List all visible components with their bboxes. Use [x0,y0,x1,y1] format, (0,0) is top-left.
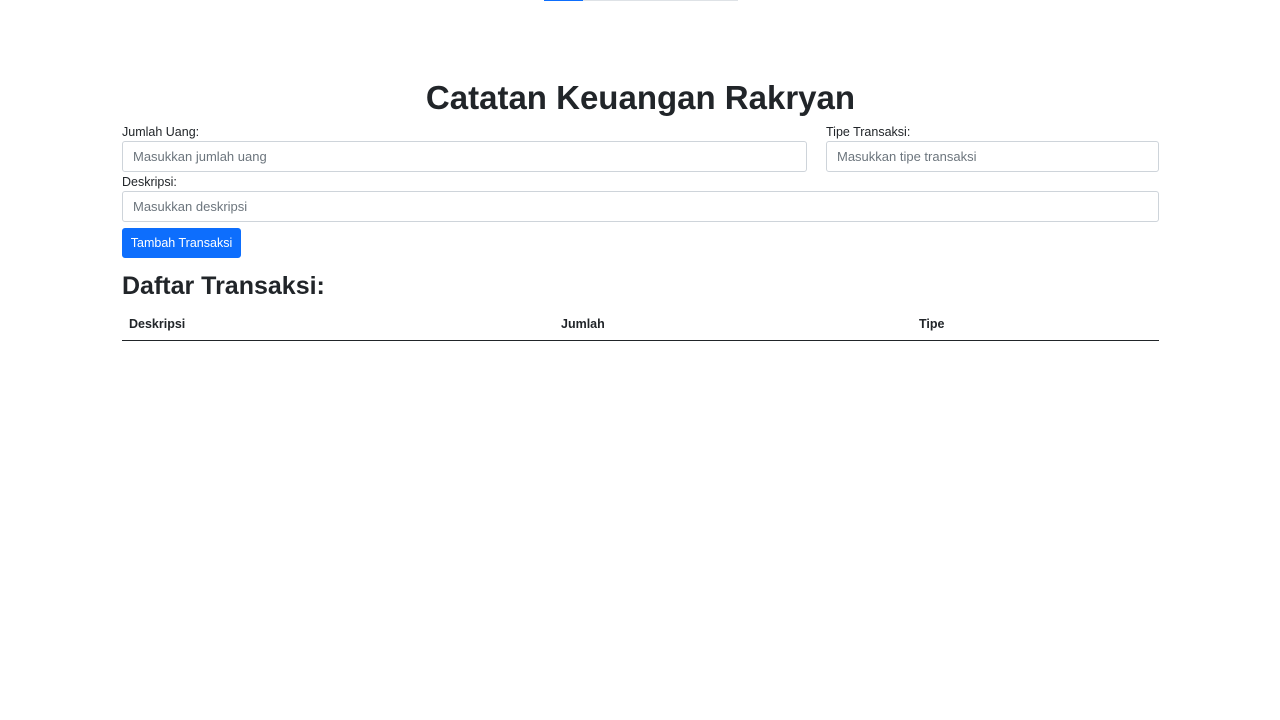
top-scroll-indicator [544,0,738,1]
description-label: Deskripsi: [122,175,177,189]
add-transaction-button[interactable]: Tambah Transaksi [122,228,241,258]
top-scroll-indicator-active [544,0,583,1]
column-header-type: Tipe [912,311,1159,340]
page-title: Catatan Keuangan Rakryan [425,79,856,116]
type-label: Tipe Transaksi: [826,125,911,139]
column-header-description: Deskripsi [122,311,554,340]
column-header-amount: Jumlah [554,311,912,340]
transaction-list-title: Daftar Transaksi: [122,272,325,300]
amount-input[interactable] [122,141,807,172]
type-input[interactable] [826,141,1159,172]
table-header-row [122,311,1159,340]
amount-label: Jumlah Uang: [122,125,200,139]
transaction-table [122,311,1159,341]
description-input[interactable] [122,191,1159,222]
